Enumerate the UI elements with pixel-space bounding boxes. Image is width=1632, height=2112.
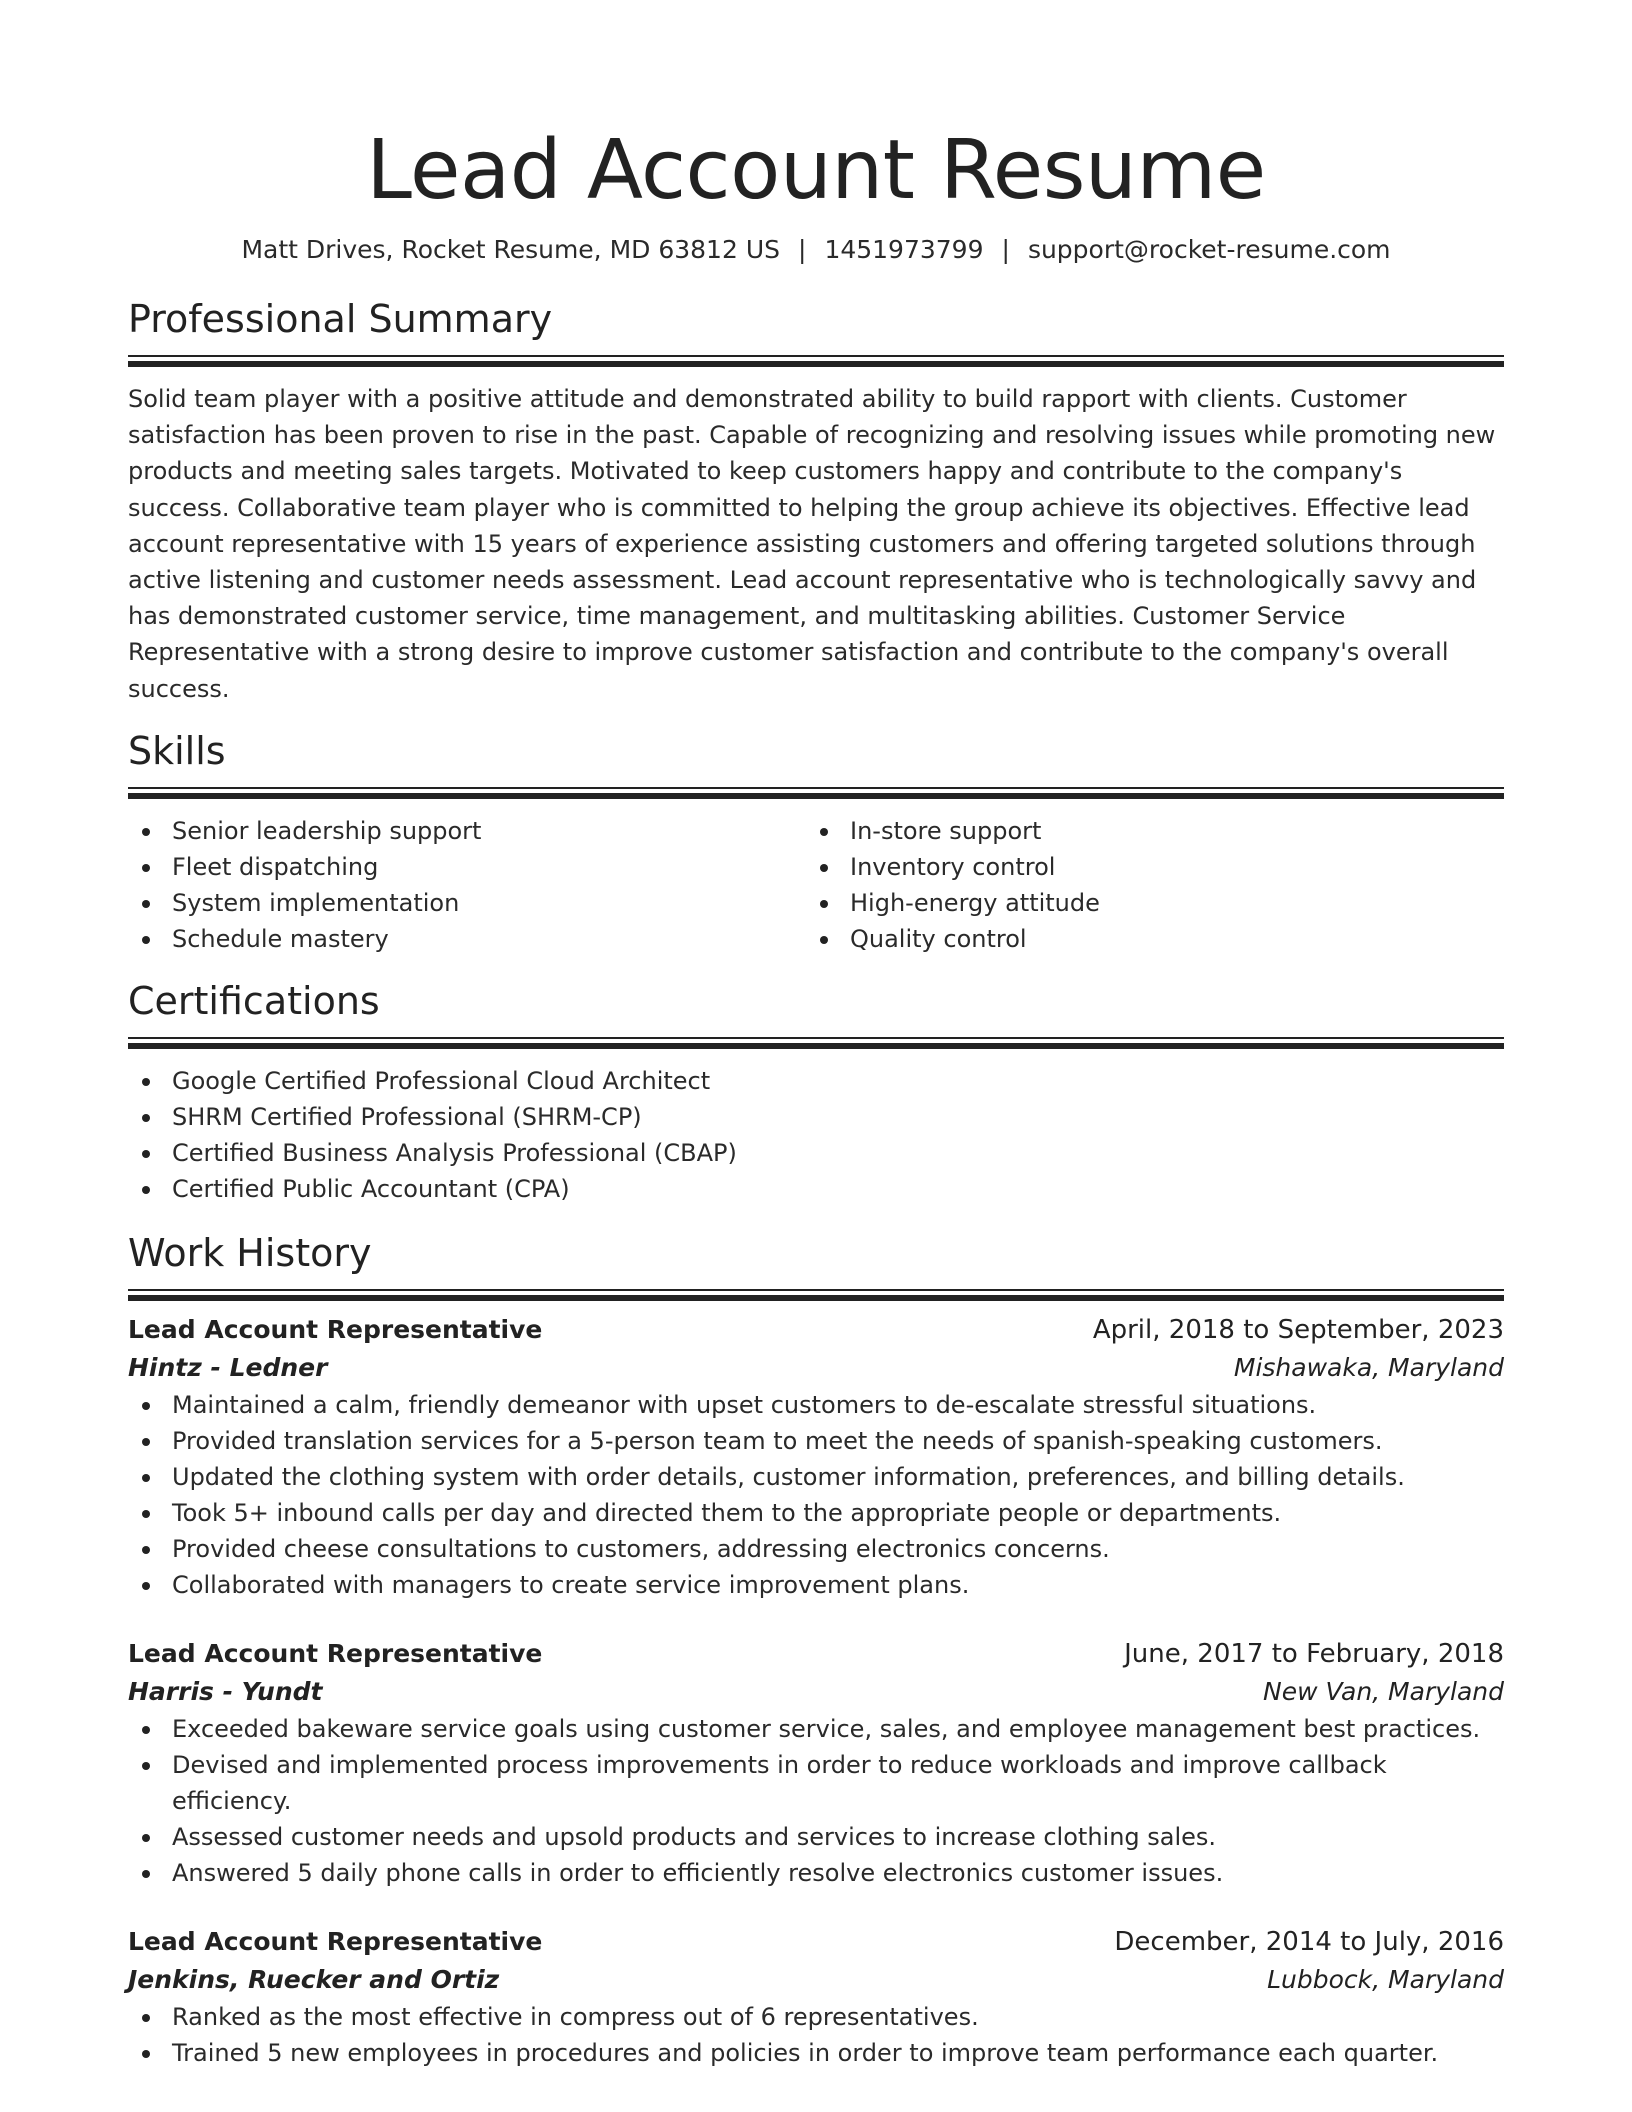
job-company-row [128,1673,1504,1711]
job-entry [128,1923,1504,2071]
job-company-row [128,1961,1504,1999]
job-header-row [128,1923,1504,1961]
job-header-row [128,1311,1504,1349]
job-header-row [128,1635,1504,1673]
job-dates: April, 2018 to September, 2023 [1092,1314,1504,1345]
job-bullet: Assessed customer needs and upsold products and services to increase clothing sales. [128,1819,1504,1855]
job-bullet: Collaborated with managers to create service improvement plans. [128,1567,1504,1603]
section-divider [128,355,1504,361]
job-bullet: Devised and implemented process improvements in order to reduce workloads and improve callback efficiency. [128,1747,1504,1819]
summary-heading: Professional Summary [128,297,553,341]
job-bullet: Provided translation services for a 5-person team to meet the needs of spanish-speaking customers. [128,1423,1504,1459]
job-title: Lead Account Representative [128,1638,543,1668]
skill-item: Schedule mastery [128,921,806,957]
job-bullet: Trained 5 new employees in procedures and policies in order to improve team performance each quarter. [128,2035,1504,2071]
section-divider [128,787,1504,793]
job-bullet: Updated the clothing system with order details, customer information, preferences, and billing details. [128,1459,1504,1495]
job-company: Jenkins, Ruecker and Ortiz [128,1964,500,1994]
skill-item: Inventory control [806,849,1484,885]
section-divider [128,1037,1504,1043]
job-bullet: Ranked as the most effective in compress out of 6 representatives. [128,1999,1504,2035]
contact-phone: 1451973799 [824,235,984,264]
summary-section [128,295,1504,707]
job-title: Lead Account Representative [128,1314,543,1344]
skills-right-list [806,813,1484,957]
work-history-heading: Work History [128,1230,372,1275]
job-company: Harris - Yundt [128,1676,323,1706]
certification-item: Google Certified Professional Cloud Architect [128,1063,1504,1099]
contact-line [128,233,1504,267]
certification-item: SHRM Certified Professional (SHRM-CP) [128,1099,1504,1135]
contact-email[interactable]: support@rocket-resume.com [1027,235,1391,264]
job-bullet: Provided cheese consultations to customers, addressing electronics concerns. [128,1531,1504,1567]
resume-page [128,0,1504,2071]
job-bullet: Exceeded bakeware service goals using customer service, sales, and employee management best practices. [128,1711,1504,1747]
skill-item: Fleet dispatching [128,849,806,885]
contact-address: Matt Drives, Rocket Resume, MD 63812 US [241,235,780,264]
section-divider [128,1289,1504,1295]
job-location: New Van, Maryland [1263,1676,1504,1706]
job-title: Lead Account Representative [128,1926,543,1956]
certifications-section [128,977,1504,1207]
work-history-section [128,1229,1504,2071]
skill-item: Senior leadership support [128,813,806,849]
job-company: Hintz - Ledner [128,1352,328,1382]
job-bullet-list [128,1711,1504,1891]
job-location: Lubbock, Maryland [1267,1964,1504,1994]
certifications-heading: Certifications [128,978,380,1023]
resume-title: Lead Account Resume [366,123,1266,218]
contact-separator: | [1001,235,1010,264]
job-entry [128,1635,1504,1891]
summary-text: Solid team player with a positive attitude and demonstrated ability to build rapport with clients. Customer satisfaction has been proven to rise in the past. Capable of recognizing and resolving issues while promoting new products and meeting sales targets. Motivated to keep customers happy and contribute to the company's success. Collaborative team player who is committed to helping the group achieve its objectives. Effective lead account representative with 15 years of experience assisting customers and offering targeted solutions through active listening and customer needs assessment. Lead account representative who is technologically savvy and has demonstrated customer service, time management, and multitasking abilities. Customer Service Representative with a strong desire to improve customer satisfaction and contribute to the company's overall success. [128,385,1496,703]
certifications-list [128,1063,1504,1207]
job-bullet-list [128,1387,1504,1603]
skill-item: Quality control [806,921,1484,957]
job-bullet: Answered 5 daily phone calls in order to efficiently resolve electronics customer issues. [128,1855,1504,1891]
skill-item: High-energy attitude [806,885,1484,921]
certification-item: Certified Business Analysis Professional (CBAP) [128,1135,1504,1171]
job-location: Mishawaka, Maryland [1233,1352,1504,1382]
job-bullet: Took 5+ inbound calls per day and directed them to the appropriate people or departments. [128,1495,1504,1531]
job-bullet-list [128,1999,1504,2071]
job-bullet: Maintained a calm, friendly demeanor with upset customers to de-escalate stressful situations. [128,1387,1504,1423]
certification-item: Certified Public Accountant (CPA) [128,1171,1504,1207]
skills-section [128,727,1504,957]
skills-heading: Skills [128,728,226,773]
job-company-row [128,1349,1504,1387]
skill-item: System implementation [128,885,806,921]
job-dates: June, 2017 to February, 2018 [1124,1638,1504,1669]
skill-item: In-store support [806,813,1484,849]
skills-grid [128,813,1504,957]
contact-separator: | [798,235,807,264]
job-entry [128,1311,1504,1603]
skills-left-list [128,813,806,957]
job-dates: December, 2014 to July, 2016 [1114,1926,1504,1957]
